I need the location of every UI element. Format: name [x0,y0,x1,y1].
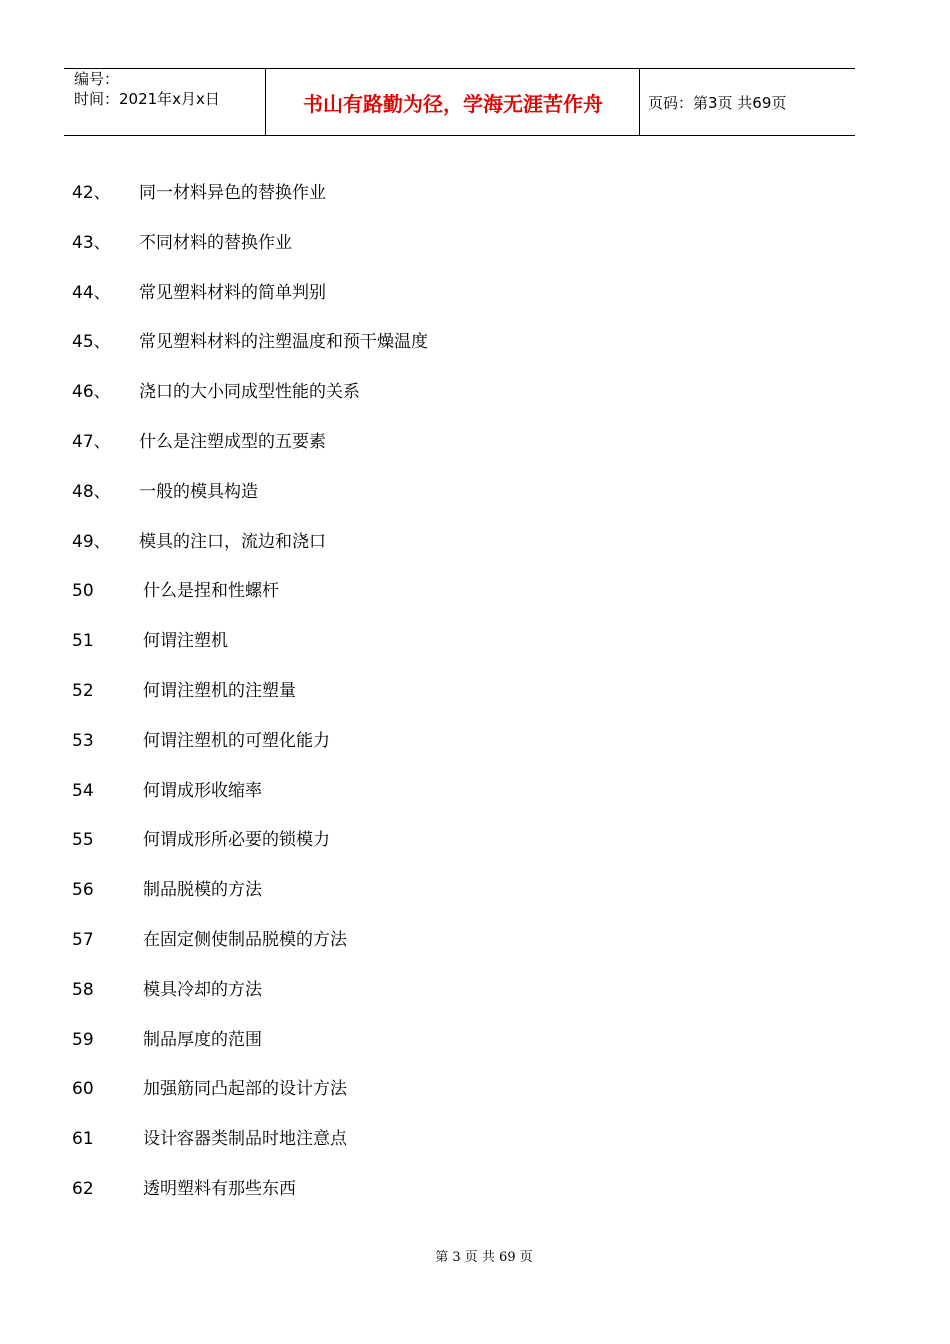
list-item [72,527,852,577]
item-text: 常见塑料材料的简单判别 [139,282,326,303]
list-item [72,1124,852,1174]
header-meta [74,69,220,109]
list-item [72,377,852,427]
list-item [72,327,852,377]
item-number: 48、 [72,481,111,502]
item-number: 57 [72,929,94,950]
item-number: 42、 [72,183,111,203]
item-number: 58 [72,979,94,1000]
list-item [72,228,852,278]
list-item [72,477,852,527]
question-list [72,178,852,1224]
item-text: 同一材料异色的替换作业 [139,183,326,203]
header-page-info: 页码：第3页 共69页 [648,93,787,112]
list-item [72,1074,852,1124]
item-number: 47、 [72,431,111,452]
list-item [72,975,852,1025]
item-text: 制品厚度的范围 [143,1029,262,1050]
item-number: 49、 [72,531,111,552]
item-text: 浇口的大小同成型性能的关系 [139,382,360,403]
page-header [64,68,855,136]
document-time: 时间：2021年x月x日 [74,90,220,108]
item-number: 53 [72,730,94,751]
header-motto: 书山有路勤为径，学海无涯苦作舟 [303,91,603,116]
item-number: 55 [72,830,94,851]
item-text: 什么是注塑成型的五要素 [139,431,326,452]
list-item [72,676,852,726]
item-text: 透明塑料有那些东西 [143,1178,296,1199]
item-text: 设计容器类制品时地注意点 [143,1129,347,1150]
item-number: 56 [72,880,94,901]
item-number: 46、 [72,382,111,403]
list-item [72,825,852,875]
document-id-label: 编号： [74,70,120,88]
list-item [72,576,852,626]
item-text: 制品脱模的方法 [143,880,262,901]
item-text: 何谓注塑机的注塑量 [143,680,296,701]
list-item [72,427,852,477]
item-text: 什么是捏和性螺杆 [143,581,279,602]
item-text: 不同材料的替换作业 [139,232,292,253]
list-item [72,278,852,328]
item-number: 61 [72,1129,94,1150]
item-number: 45、 [72,332,111,353]
item-text: 何谓注塑机的可塑化能力 [143,730,330,751]
item-number: 50 [72,581,94,602]
item-text: 在固定侧使制品脱模的方法 [143,929,347,950]
item-number: 51 [72,631,94,652]
list-item [72,1174,852,1224]
item-number: 44、 [72,282,111,303]
item-number: 60 [72,1079,94,1100]
item-number: 43、 [72,232,111,253]
list-item [72,726,852,776]
item-number: 59 [72,1029,94,1050]
item-number: 54 [72,780,94,801]
item-text: 模具的注口，流边和浇口 [139,531,326,552]
list-item [72,875,852,925]
item-text: 一般的模具构造 [139,481,258,502]
list-item [72,1025,852,1075]
list-item [72,178,852,228]
item-text: 常见塑料材料的注塑温度和预干燥温度 [139,332,428,353]
list-item [72,925,852,975]
item-text: 何谓成形所必要的锁模力 [143,830,330,851]
item-text: 加强筋同凸起部的设计方法 [143,1079,347,1100]
list-item [72,776,852,826]
item-text: 何谓成形收缩率 [143,780,262,801]
item-number: 62 [72,1178,94,1199]
list-item [72,626,852,676]
item-text: 模具冷却的方法 [143,979,262,1000]
item-number: 52 [72,680,94,701]
item-text: 何谓注塑机 [143,631,228,652]
page-footer: 第 3 页 共 69 页 [435,1250,533,1265]
